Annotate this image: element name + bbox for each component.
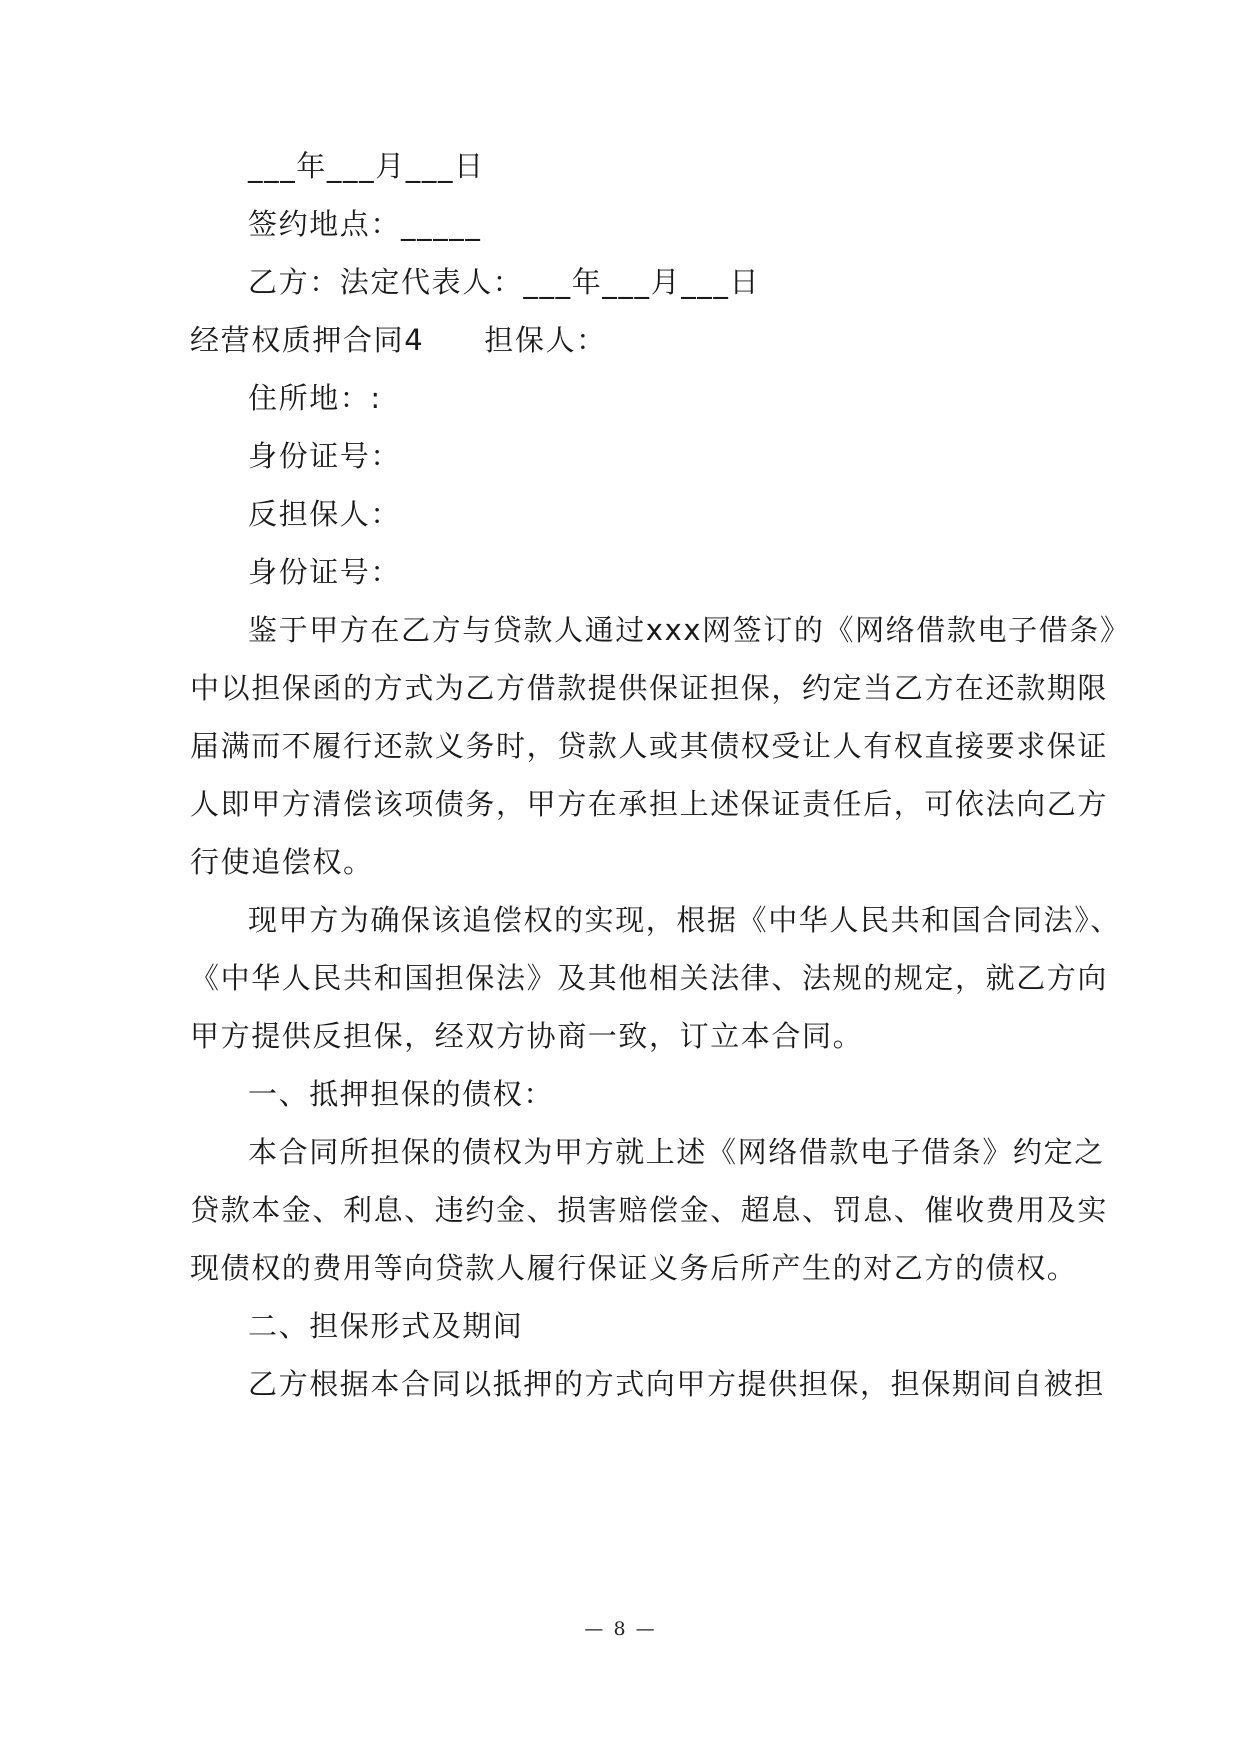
contract-title-row: [190, 320, 1060, 360]
id-number-label: 身份证号：: [248, 439, 402, 473]
paragraph-line: 行使追偿权。: [190, 845, 374, 879]
contract-title: 经营权质押合同4: [190, 323, 425, 357]
party-b-representative-line: 乙方：法定代表人：___年___月___日: [248, 265, 761, 299]
paragraph-line: 人即甲方清偿该项债务，甲方在承担上述保证责任后，可依法向乙方: [190, 787, 1109, 821]
page-number: — 8 —: [584, 1618, 657, 1640]
paragraph-line: 甲方提供反担保，经双方协商一致，订立本合同。: [190, 1019, 864, 1053]
paragraph-line: 现甲方为确保该追偿权的实现，根据《中华人民共和国合同法》、: [248, 903, 1121, 937]
section-heading: 二、担保形式及期间: [248, 1309, 524, 1343]
paragraph-line: 贷款本金、利息、违约金、损害赔偿金、超息、罚息、催收费用及实: [190, 1193, 1109, 1227]
paragraph-line: 鉴于甲方在乙方与贷款人通过xxx网签订的《网络借款电子借条》: [248, 613, 1131, 647]
address-label: 住所地：:: [248, 381, 382, 415]
date-line: ___年___月___日: [248, 149, 485, 183]
paragraph-line: 乙方根据本合同以抵押的方式向甲方提供担保，担保期间自被担: [248, 1367, 1105, 1401]
guarantor-label: 担保人：: [484, 323, 607, 357]
section-heading: 一、抵押担保的债权：: [248, 1077, 555, 1111]
paragraph-line: 现债权的费用等向贷款人履行保证义务后所产生的对乙方的债权。: [190, 1251, 1078, 1285]
id-number-label: 身份证号：: [248, 555, 402, 589]
signing-place-line: 签约地点：_____: [248, 207, 482, 241]
paragraph-line: 中以担保函的方式为乙方借款提供保证担保，约定当乙方在还款期限: [190, 671, 1109, 705]
paragraph-line: 届满而不履行还款义务时，贷款人或其债权受让人有权直接要求保证: [190, 729, 1109, 763]
paragraph-line: 本合同所担保的债权为甲方就上述《网络借款电子借条》约定之: [248, 1135, 1105, 1169]
paragraph-line: 《中华人民共和国担保法》及其他相关法律、法规的规定，就乙方向: [190, 961, 1109, 995]
counter-guarantor-label: 反担保人：: [248, 497, 402, 531]
